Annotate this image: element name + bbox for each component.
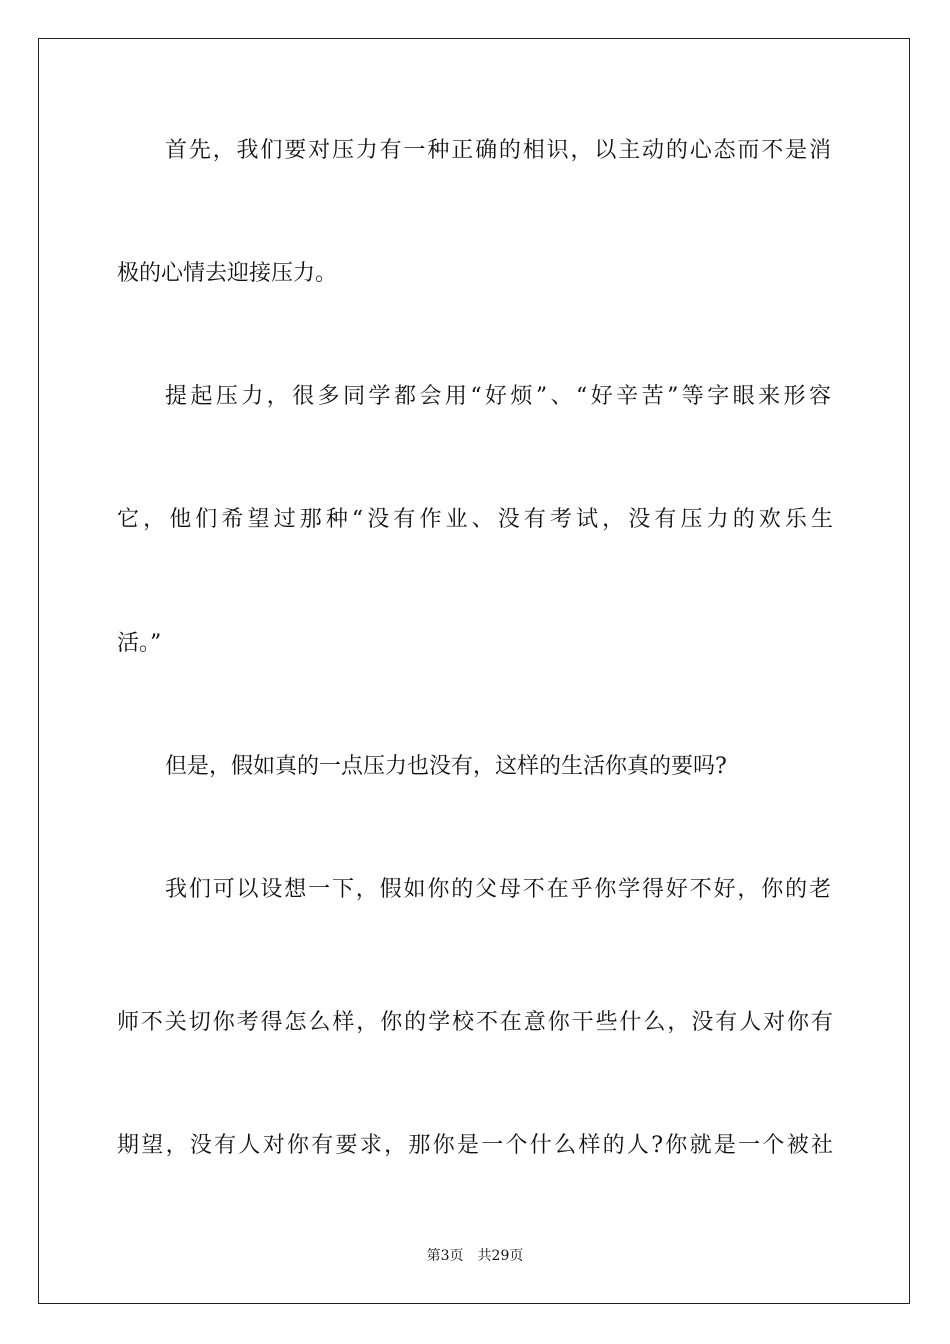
page-number-footer: 第3页 共29页 — [426, 1248, 524, 1264]
line-text: 期望，没有人对你有要求，那你是一个什么样的人?你就是一个被社 — [117, 1133, 836, 1158]
text-line — [0, 870, 950, 910]
text-line — [0, 500, 950, 540]
text-line — [0, 624, 950, 664]
line-text: 提起压力，很多同学都会用“好烦”、“好辛苦”等字眼来形容 — [165, 384, 835, 409]
line-text: 首先，我们要对压力有一种正确的相识，以主动的心态而不是消 — [165, 138, 833, 163]
text-line — [0, 1003, 950, 1043]
text-line — [0, 1126, 950, 1166]
text-line — [0, 377, 950, 417]
line-text: 活。” — [117, 631, 162, 656]
text-line — [0, 254, 950, 294]
text-line — [0, 131, 950, 171]
line-text: 极的心情去迎接压力。 — [117, 261, 338, 286]
line-text: 但是，假如真的一点压力也没有，这样的生活你真的要吗? — [165, 754, 727, 779]
line-text: 师不关切你考得怎么样，你的学校不在意你干些什么，没有人对你有 — [117, 1010, 835, 1035]
document-page — [38, 38, 910, 1304]
text-line — [0, 747, 950, 787]
line-text: 我们可以设想一下，假如你的父母不在乎你学得好不好，你的老 — [165, 877, 833, 902]
line-text: 它，他们希望过那种“没有作业、没有考试，没有压力的欢乐生 — [117, 507, 838, 532]
